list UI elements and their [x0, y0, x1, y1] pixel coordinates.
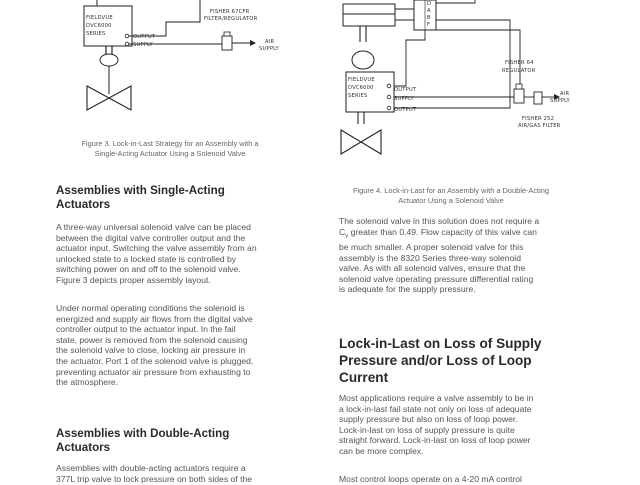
figure3-caption	[60, 139, 280, 158]
fig4-label-supply: SUPPLY	[394, 96, 414, 102]
fig4-port-b: B	[427, 15, 431, 21]
left-p2-line: controller output to the actuator input. In the fail	[56, 324, 236, 335]
left-heading-2	[56, 427, 318, 455]
fig3-output-port	[125, 34, 129, 38]
fig4-label-filter-name: AIR/GAS FILTER	[518, 123, 561, 129]
right-p2-line: a lock-in-last fail state not only on loss of adequate	[339, 403, 532, 414]
cv-symbol: C	[339, 226, 346, 237]
right-p2-line: supply pressure but also on loss of loop power.	[339, 414, 518, 425]
right-p1-cv-line	[339, 227, 601, 242]
fig4-output1-port	[387, 84, 391, 88]
cv-line-text: greater than 0.49. Flow capacity of this valve can	[348, 226, 537, 237]
fig3-label-air-supply: SUPPLY	[259, 46, 279, 52]
left-p2-line: the solenoid valve to close, locking air pressure in	[56, 345, 246, 356]
fig4-valve-body	[341, 130, 381, 154]
left-heading-1-line1: Assemblies with Single-Acting	[56, 184, 225, 197]
fig3-label-model: DVC6000	[86, 23, 112, 29]
fig3-label-controller: FIELDVUE	[86, 15, 113, 21]
figure3-caption-line1: Figure 3. Lock-in-Last Strategy for an Assembly with a	[81, 139, 259, 148]
right-heading-line2: Pressure and/or Loss of Loop	[339, 353, 532, 368]
left-p1-line: actuator input. Switching the valve assembly from an	[56, 243, 257, 254]
figure3-diagram	[0, 0, 300, 130]
left-p2-line: energized and supply air flows from the digital valve	[56, 313, 253, 324]
figure4-caption	[330, 186, 572, 205]
fig4-label-air: AIR	[560, 91, 570, 97]
right-heading-line3: Current	[339, 370, 389, 385]
left-heading-1-line2: Actuators	[56, 198, 111, 211]
fig4-label-series: SERIES	[348, 93, 368, 99]
left-p3-line: Assemblies with double-acting actuators require a	[56, 463, 246, 473]
left-heading-2-line2: Actuators	[56, 441, 111, 454]
right-paragraph-1	[339, 216, 601, 295]
fig4-label-controller: FIELDVUE	[348, 77, 375, 83]
fig4-actuator-top	[343, 4, 395, 26]
fig3-label-series: SERIES	[86, 31, 106, 37]
fig4-output2-port	[387, 106, 391, 110]
left-heading-2-line1: Assemblies with Double-Acting	[56, 427, 230, 440]
fig4-label-regulator-model: FISHER 64	[505, 60, 534, 66]
right-heading-line1: Lock-in-Last on Loss of Supply	[339, 336, 542, 351]
fig4-port-f: F	[427, 22, 431, 28]
left-paragraph-1	[56, 222, 318, 286]
fig3-actuator-dome	[100, 54, 118, 66]
fig4-label-air-supply: SUPPLY	[550, 98, 570, 104]
fig4-supply-port	[387, 95, 391, 99]
right-p1-line: solenoid valve operating pressure differential rating	[339, 273, 534, 284]
right-paragraph-3	[339, 474, 601, 485]
fig3-label-output: OUTPUT	[133, 34, 156, 40]
left-p1-line: unlocked state to a locked state is controlled by	[56, 253, 237, 264]
figure3-caption-line2: Single-Acting Actuator Using a Solenoid Valve	[94, 148, 246, 158]
right-p2-line: straight forward. Lock-in-last on loss of loop power	[339, 435, 531, 446]
fig4-solenoid-valve	[414, 0, 436, 30]
figure4-caption-line1: Figure 4. Lock-in-Last for an Assembly with a Double-Acting	[353, 186, 549, 195]
fig3-supply-port	[125, 42, 129, 46]
right-heading	[339, 335, 609, 386]
right-p1-line: be much smaller. A proper solenoid valve for this	[339, 241, 524, 252]
right-p2-line: Most applications require a valve assembly to be in	[339, 393, 534, 403]
left-p2-line: state, power is removed from the solenoid causing	[56, 334, 248, 345]
left-p1-line: A three-way universal solenoid valve can be placed	[56, 222, 251, 232]
figure4-diagram	[330, 0, 630, 170]
right-p2-line: can be more complex.	[339, 445, 424, 456]
fig4-actuator-dome	[352, 51, 374, 69]
right-paragraph-2	[339, 393, 601, 457]
left-p2-line: preventing actuator air pressure from exhausting to	[56, 366, 251, 377]
right-p1-line: valve. As with all solenoid valves, ensure that the	[339, 263, 526, 274]
fig3-label-regulator-name: FILTER/REGULATOR	[204, 16, 258, 22]
left-p1-line: Figure 3 depicts proper assembly layout.	[56, 274, 211, 285]
fig3-filter-regulator	[222, 32, 256, 50]
left-p3-line: 377L trip valve to lock pressure on both sides of the	[56, 473, 253, 484]
left-paragraph-2	[56, 303, 318, 388]
left-p1-line: switching power on and off to the solenoid valve.	[56, 264, 241, 275]
fig4-label-regulator-name: REGULATOR	[502, 68, 536, 74]
figure4-caption-line2: Actuator Using a Solenoid Valve	[398, 195, 504, 205]
right-p3-line: Most control loops operate on a 4-20 mA control	[339, 474, 522, 484]
fig4-port-d: D	[427, 1, 432, 7]
right-p1-line: is adequate for the supply pressure.	[339, 284, 476, 295]
left-paragraph-3	[56, 463, 318, 484]
fig4-regulator	[514, 84, 524, 103]
fig4-port-a: A	[427, 8, 431, 14]
fig3-label-supply: SUPPLY	[133, 42, 153, 48]
fig4-label-filter-model: FISHER 252	[522, 116, 555, 122]
right-p1-line: assembly is the 8320 Series three-way solenoid	[339, 252, 521, 263]
left-p2-line: the actuator. Port 1 of the solenoid valve is plugged,	[56, 355, 254, 366]
right-p1-line: The solenoid valve in this solution does not require a	[339, 216, 540, 226]
fig4-label-model: DVC6000	[348, 85, 374, 91]
right-p2-line: Lock-in-last on loss of supply pressure is quite	[339, 424, 515, 435]
fig3-label-air: AIR	[265, 39, 275, 45]
fig3-label-regulator-model: FISHER 67CFR	[210, 9, 250, 15]
left-p2-line: the atmosphere.	[56, 377, 119, 388]
left-p1-line: between the digital valve controller output and the	[56, 232, 246, 243]
left-heading-1	[56, 184, 318, 212]
fig4-label-output2: OUTPUT	[394, 107, 417, 113]
fig4-label-output1: OUTPUT	[394, 87, 417, 93]
left-p2-line: Under normal operating conditions the solenoid is	[56, 303, 245, 313]
cv-subscript: v	[345, 233, 349, 240]
